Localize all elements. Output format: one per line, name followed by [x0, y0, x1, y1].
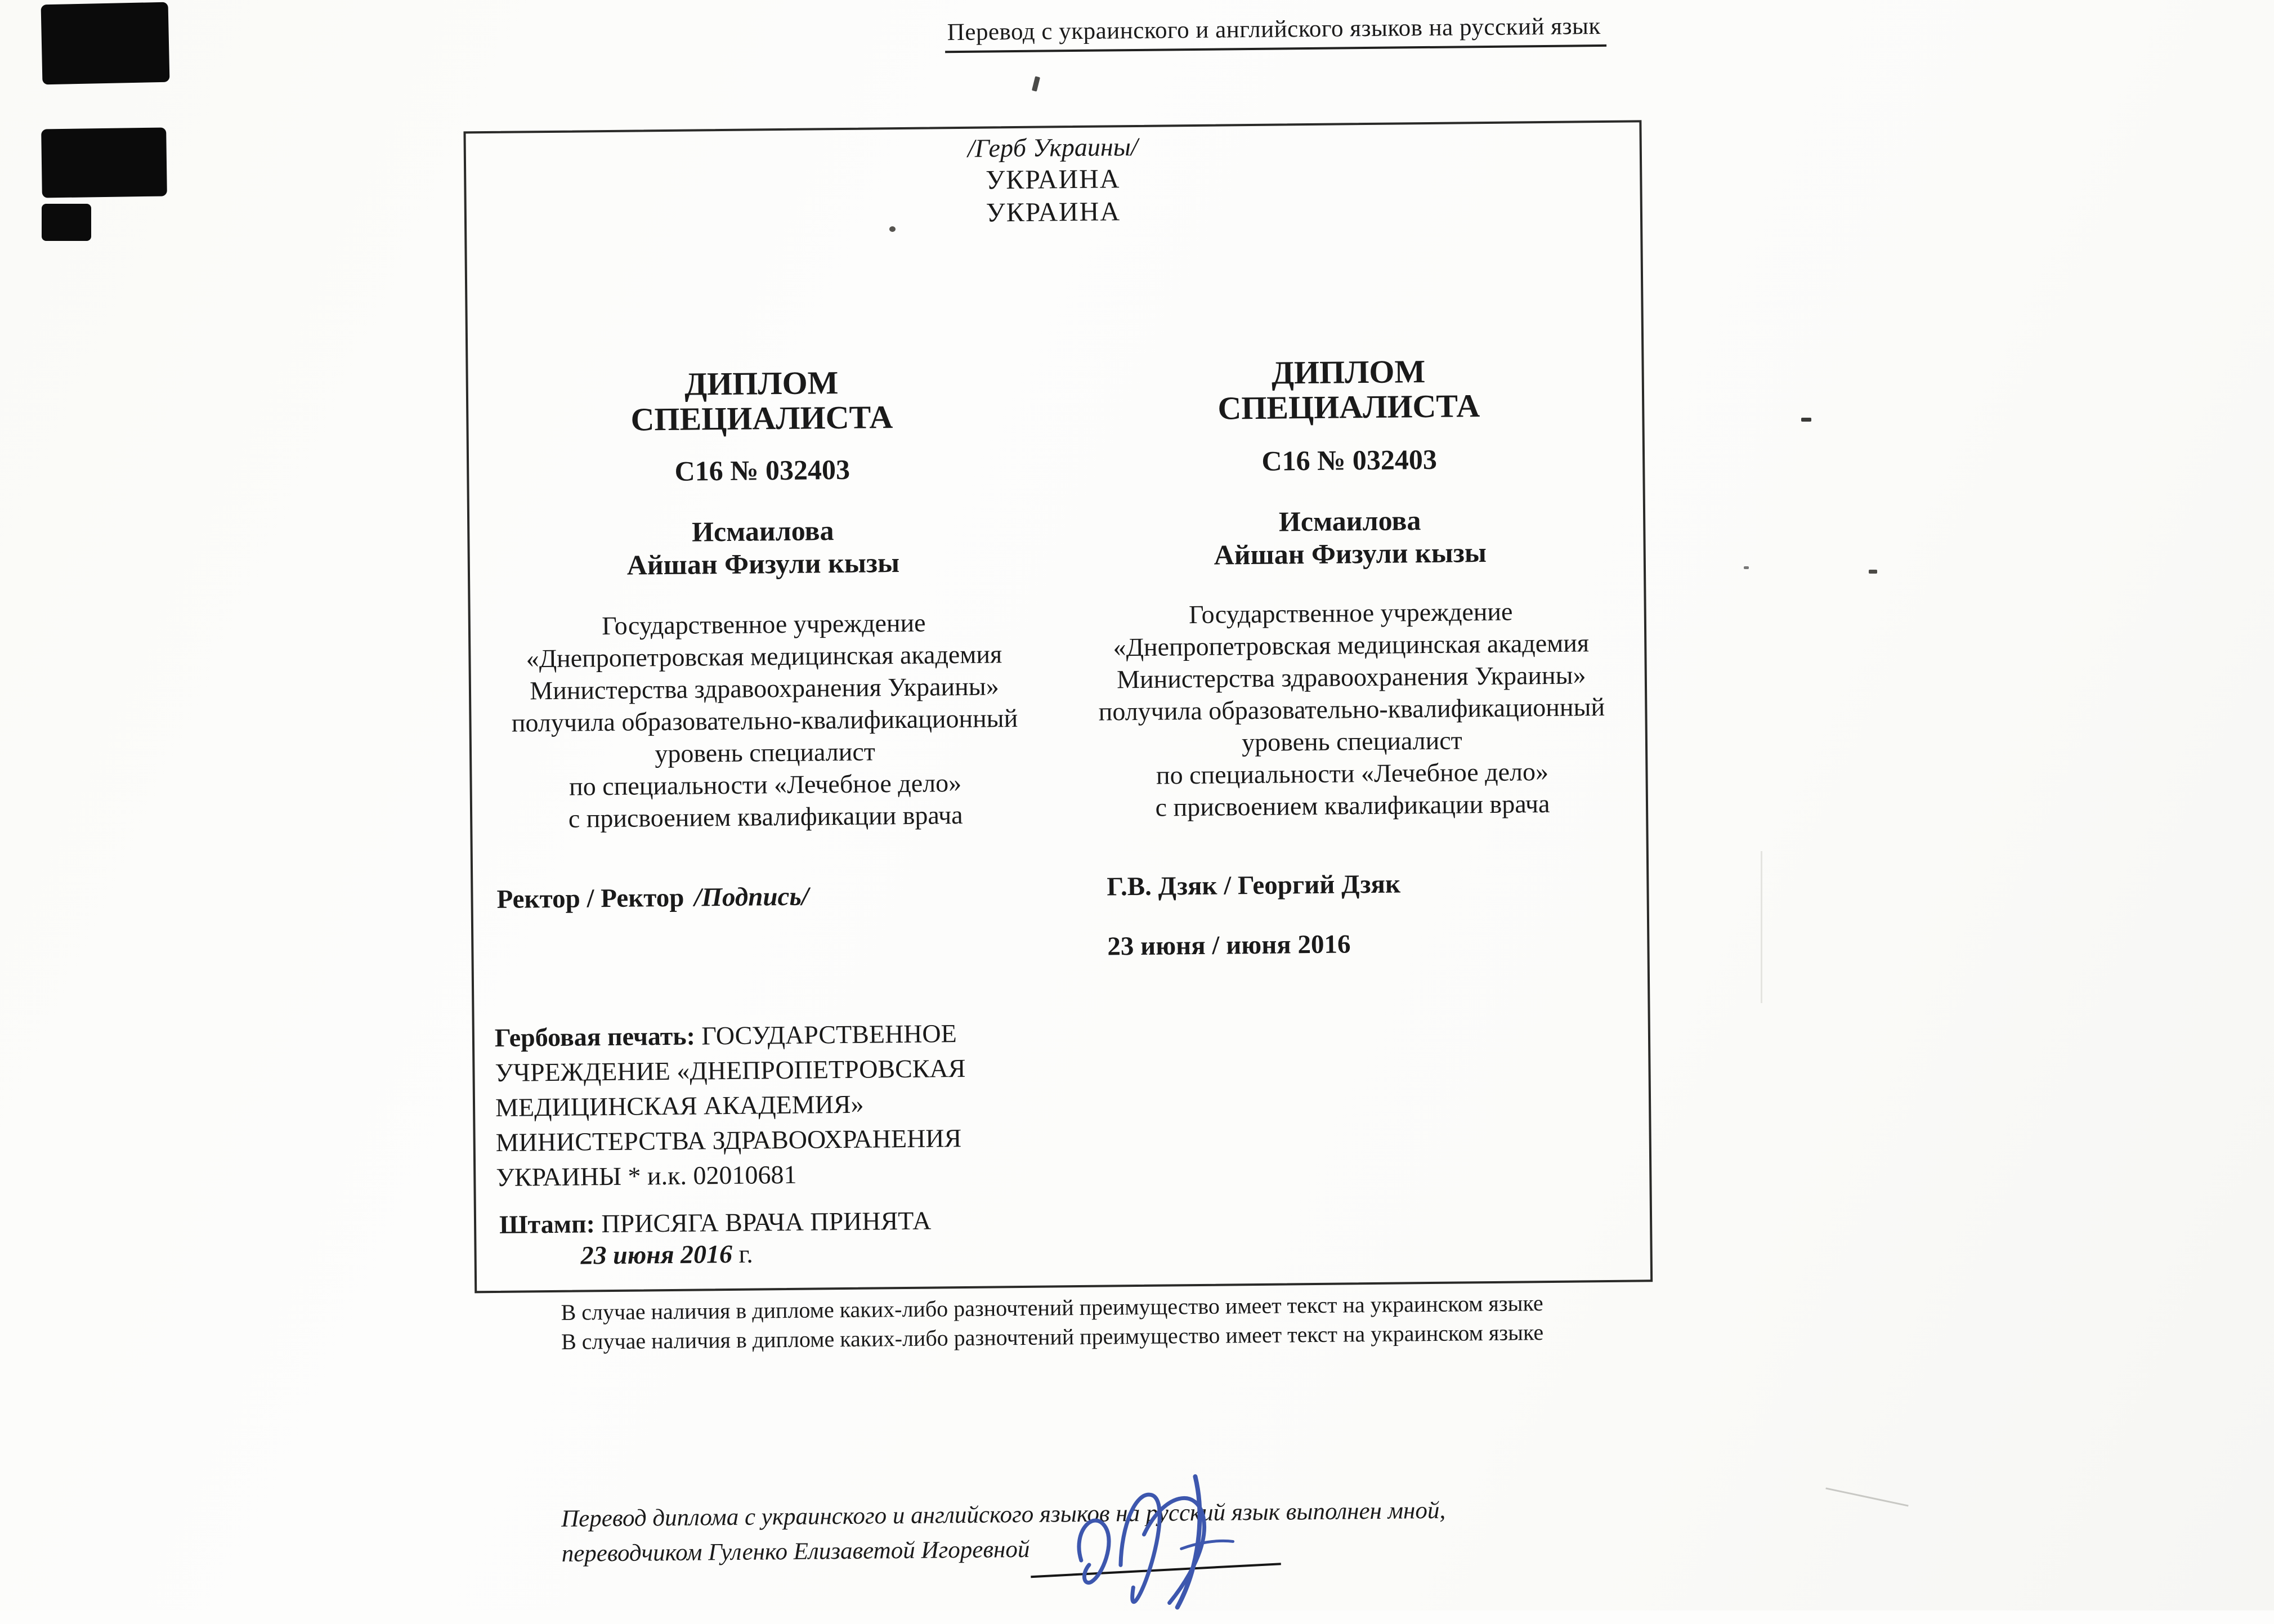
- official-seal-text: Гербовая печать: ГОСУДАРСТВЕННОЕ УЧРЕЖДЕНИЕ «ДНЕПРОПЕТРОВСКАЯ МЕДИЦИНСКАЯ АКАДЕМИЯ» МИНИСТЕРСТВА ЗДРАВООХРАНЕНИЯ УКРАИНЫ * и.к. 02010681: [494, 1019, 966, 1192]
- diploma-translation-box: [463, 120, 1653, 1293]
- stamp-date: 23 июня 2016 г.: [580, 1239, 753, 1270]
- stamp-label: Штамп:: [499, 1209, 596, 1239]
- country-line-1: УКРАИНА: [985, 164, 1121, 195]
- translator-statement-line1: Перевод диплома с украинского и английского языков на русский язык выполнен мной,: [561, 1497, 1446, 1532]
- scan-crease: [1761, 851, 1762, 1003]
- diploma-number: С16 № 032403: [1261, 443, 1438, 477]
- country-line-2: УКРАИНА: [986, 196, 1121, 228]
- diploma-number: С16 № 032403: [674, 453, 850, 487]
- discrepancy-disclaimer-line1: В случае наличия в дипломе каких-либо разночтений преимущество имеет текст на украинском языке: [561, 1290, 1543, 1325]
- graduate-given-names: Айшан Физули кызы: [626, 547, 900, 581]
- stamp-text: Штамп: ПРИСЯГА ВРАЧА ПРИНЯТА: [499, 1206, 932, 1239]
- translation-direction-note: Перевод с украинского и английского языков на русский язык: [945, 12, 1607, 53]
- rector-label: Ректор / Ректор: [496, 883, 684, 914]
- graduate-given-names: Айшан Физули кызы: [1214, 536, 1487, 571]
- scan-edge-mark: [41, 2, 170, 85]
- graduate-name: [469, 512, 1057, 583]
- diploma-body-text: Государственное учреждение «Днепропетровская медицинская академия Министерства здравоохранения Украины» получила образовательно-квалификационный уровень специалист по специальности «Лечебное дело» с присвоением квалификации врача: [511, 608, 1018, 833]
- scan-speck: [1801, 418, 1811, 422]
- discrepancy-disclaimer-line2: В случае наличия в дипломе каких-либо разночтений преимущество имеет текст на украинском языке: [561, 1319, 1544, 1354]
- scan-speck: [889, 226, 896, 232]
- diploma-title-line1: ДИПЛОМ: [684, 364, 839, 402]
- diploma-title-line1: ДИПЛОМ: [1271, 353, 1426, 391]
- diploma-title-line2: СПЕЦИАЛИСТА: [1217, 387, 1480, 427]
- translator-statement-line2: переводчиком Гуленко Елизаветой Игоревной: [561, 1536, 1030, 1567]
- diploma-title: [1055, 352, 1642, 427]
- signature-placeholder-note: /Подпись/: [694, 882, 809, 912]
- scan-edge-mark: [42, 204, 91, 241]
- scan-edge-mark: [41, 127, 167, 198]
- issue-date-line: 23 июня / июня 2016: [1107, 929, 1351, 961]
- graduate-surname: Исмаилова: [1278, 504, 1421, 538]
- scan-speck: [1744, 566, 1749, 569]
- graduate-surname: Исмаилова: [691, 515, 834, 548]
- scan-speck: [1869, 570, 1877, 574]
- seal-label: Гербовая печать:: [494, 1021, 696, 1052]
- diploma-title-line2: СПЕЦИАЛИСТА: [630, 399, 893, 438]
- emblem-note: /Герб Украины/: [967, 132, 1138, 163]
- diploma-title: [468, 363, 1055, 439]
- rector-signature-line: [496, 882, 809, 915]
- translator-signature-ink: [1048, 1442, 1364, 1614]
- rector-name-line: Г.В. Дзяк / Георгий Дзяк: [1107, 869, 1401, 902]
- graduate-name: [1057, 502, 1644, 572]
- diploma-body-text: Государственное учреждение «Днепропетровская медицинская академия Министерства здравоохранения Украины» получила образовательно-квалификационный уровень специалист по специальности «Лечебное дело» с присвоением квалификации врача: [1098, 597, 1605, 822]
